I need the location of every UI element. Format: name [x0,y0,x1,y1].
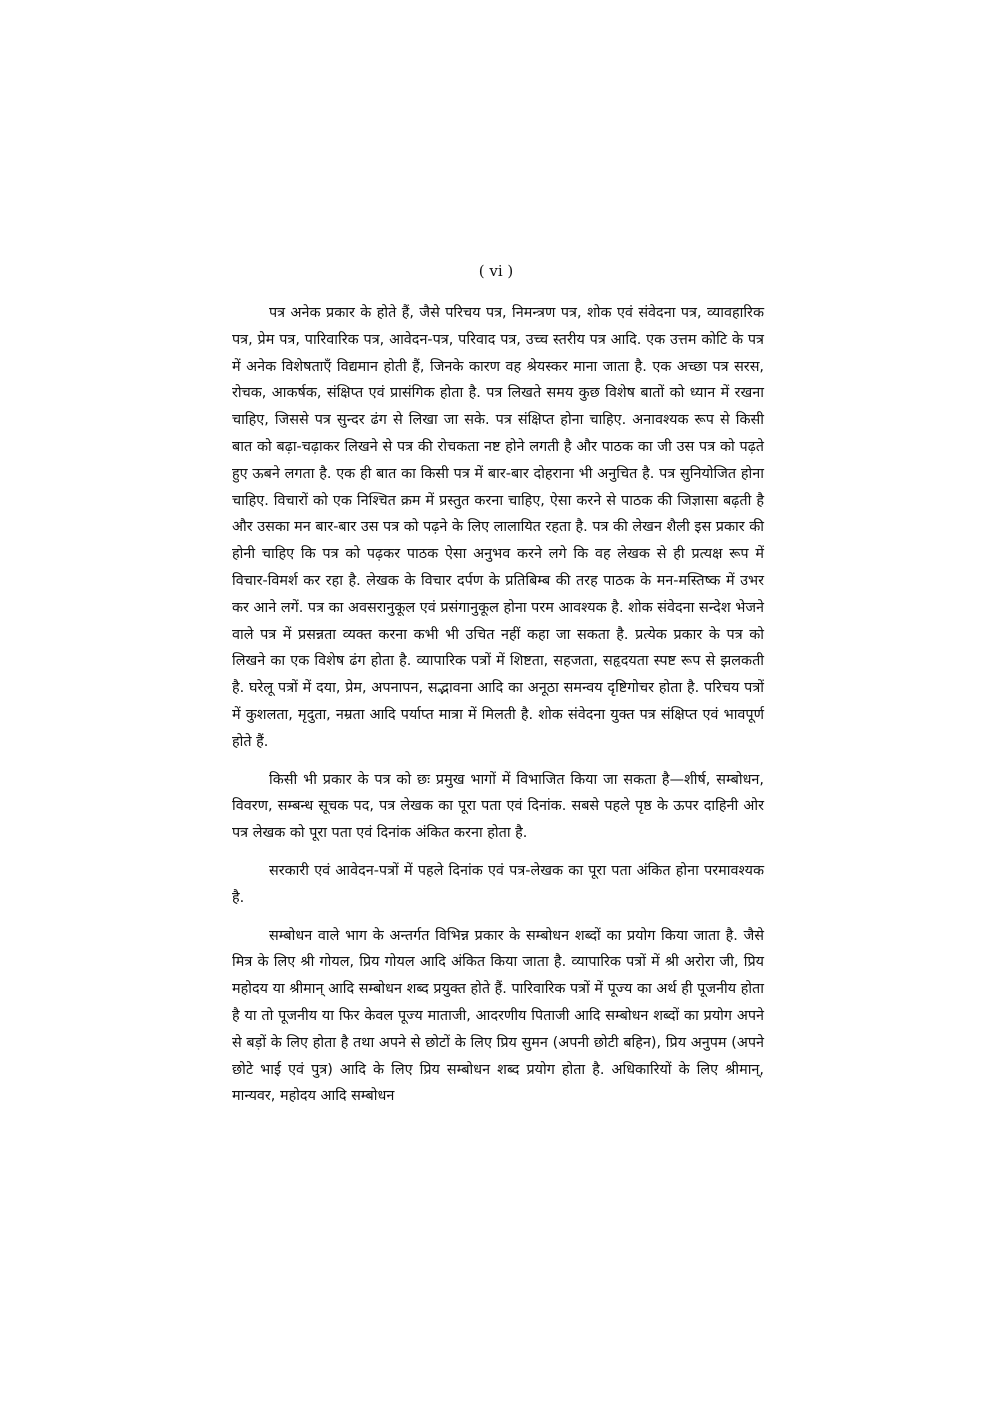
paragraph-salutation: सम्बोधन वाले भाग के अन्तर्गत विभिन्न प्रकार के सम्बोधन शब्दों का प्रयोग किया जाता है. जैसे मित्र के लिए श्री गोयल, प्रिय गोयल आदि अंकित किया जाता है. व्यापारिक पत्रों में श्री अरोरा जी, प्रिय महोदय या श्रीमान् आदि सम्बोधन शब्द प्रयुक्त होते हैं. पारिवारिक पत्रों में पूज्य का अर्थ ही पूजनीय होता है या तो पूजनीय या फिर केवल पूज्य माताजी, आदरणीय पिताजी आदि सम्बोधन शब्दों का प्रयोग अपने से बड़ों के लिए होता है तथा अपने से छोटों के लिए प्रिय सुमन (अपनी छोटी बहिन), प्रिय अनुपम (अपने छोटे भाई एवं पुत्र) आदि के लिए प्रिय सम्बोधन शब्द प्रयोग होता है. अधिकारियों के लिए श्रीमान्, मान्यवर, महोदय आदि सम्बोधन [232,927,764,1105]
paragraph-official-letters: सरकारी एवं आवेदन-पत्रों में पहले दिनांक एवं पत्र-लेखक का पूरा पता अंकित होना परमावश्यक है. [232,862,764,906]
body-text [232,300,764,1121]
page-number: ( vi ) [478,262,514,280]
paragraph-letter-parts: किसी भी प्रकार के पत्र को छः प्रमुख भागों में विभाजित किया जा सकता है—शीर्ष, सम्बोधन, विवरण, सम्बन्ध सूचक पद, पत्र लेखक का पूरा पता एवं दिनांक. सबसे पहले पृष्ठ के ऊपर दाहिनी ओर पत्र लेखक को पूरा पता एवं दिनांक अंकित करना होता है. [232,771,764,842]
paragraph-letter-types: पत्र अनेक प्रकार के होते हैं, जैसे परिचय पत्र, निमन्त्रण पत्र, शोक एवं संवेदना पत्र, व्यावहारिक पत्र, प्रेम पत्र, पारिवारिक पत्र, आवेदन-पत्र, परिवाद पत्र, उच्च स्तरीय पत्र आदि. एक उत्तम कोटि के पत्र में अनेक विशेषताएँ विद्यमान होती हैं, जिनके कारण वह श्रेयस्कर माना जाता है. एक अच्छा पत्र सरस, रोचक, आकर्षक, संक्षिप्त एवं प्रासंगिक होता है. पत्र लिखते समय कुछ विशेष बातों को ध्यान में रखना चाहिए, जिससे पत्र सुन्दर ढंग से लिखा जा सके. पत्र संक्षिप्त होना चाहिए. अनावश्यक रूप से किसी बात को बढ़ा-चढ़ाकर लिखने से पत्र की रोचकता नष्ट होने लगती है और पाठक का जी उस पत्र को पढ़ते हुए ऊबने लगता है. एक ही बात का किसी पत्र में बार-बार दोहराना भी अनुचित है. पत्र सुनियोजित होना चाहिए. विचारों को एक निश्चित क्रम में प्रस्तुत करना चाहिए, ऐसा करने से पाठक की जिज्ञासा बढ़ती है और उसका मन बार-बार उस पत्र को पढ़ने के लिए लालायित रहता है. पत्र की लेखन शैली इस प्रकार की होनी चाहिए कि पत्र को पढ़कर पाठक ऐसा अनुभव करने लगे कि वह लेखक से ही प्रत्यक्ष रूप में विचार-विमर्श कर रहा है. लेखक के विचार दर्पण के प्रतिबिम्ब की तरह पाठक के मन-मस्तिष्क में उभर कर आने लगें. पत्र का अवसरानुकूल एवं प्रसंगानुकूल होना परम आवश्यक है. शोक संवेदना सन्देश भेजने वाले पत्र में प्रसन्नता व्यक्त करना कभी भी उचित नहीं कहा जा सकता है. प्रत्येक प्रकार के पत्र को लिखने का एक विशेष ढंग होता है. व्यापारिक पत्रों में शिष्टता, सहजता, सहृदयता स्पष्ट रूप से झलकती है. घरेलू पत्रों में दया, प्रेम, अपनापन, सद्भावना आदि का अनूठा समन्वय दृष्टिगोचर होता है. परिचय पत्रों में कुशलता, मृदुता, नम्रता आदि पर्याप्त मात्रा में मिलती है. शोक संवेदना युक्त पत्र संक्षिप्त एवं भावपूर्ण होते हैं. [232,305,764,750]
